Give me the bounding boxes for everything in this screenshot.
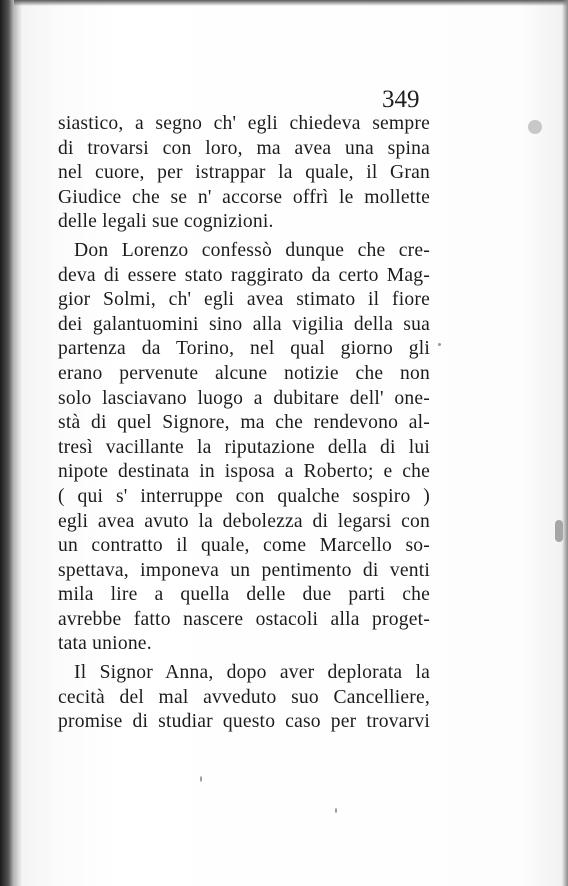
paper-speck [200,776,202,782]
text-line: dei galantuomini sino alla vigilia della sua [58,313,430,335]
text-line: promise di studiar questo caso per trovarvi [58,711,430,733]
paper-speck [335,808,337,813]
text-line: un contratto il quale, come Marcello so- [58,535,430,557]
text-line: solo lasciavano luogo a dubitare dell' one- [58,387,430,409]
text-line: gior Solmi, ch' egli avea stimato il fiore [58,289,430,311]
text-line: egli avea avuto la debolezza di legarsi con [58,510,430,532]
paper-speck [555,520,563,542]
text-line: ( qui s' interruppe con qualche sospiro ) [58,485,430,507]
text-line: di trovarsi con loro, ma avea una spina [58,137,430,159]
text-line: delle legali sue cognizioni. [58,211,274,233]
page-top-edge [14,0,568,6]
paper-speck [528,120,542,134]
text-line: nel cuore, per istrappar la quale, il Gran [58,162,430,184]
text-line: nipote destinata in isposa a Roberto; e che [58,461,430,483]
text-line: tresì vacillante la riputazione della di lui [58,436,430,458]
text-line: stà di quel Signore, ma che rendevono al- [58,412,430,434]
body-text [58,112,430,735]
text-line: siastico, a segno ch' egli chiedeva sempre [58,113,430,134]
text-line: deva di essere stato raggirato da certo Mag- [58,264,430,286]
page-number: 349 [382,86,420,113]
text-line: avrebbe fatto nascere ostacoli alla proget- [58,608,430,630]
text-line: partenza da Torino, nel qual giorno gli [58,338,430,360]
text-line: mila lire a quella delle due parti che [58,584,430,606]
text-line: Il Signor Anna, dopo aver deplorata la [74,662,430,684]
text-line: spettava, imponeva un pentimento di venti [58,559,430,581]
text-line: Don Lorenzo confessò dunque che cre- [74,239,430,261]
page-right-edge [562,0,568,886]
text-line: cecità del mal avveduto suo Cancelliere, [58,686,430,708]
text-line: Giudice che se n' accorse offrì le mollette [58,186,430,208]
text-line: erano pervenute alcune notizie che non [58,362,430,384]
text-line: tata unione. [58,633,152,655]
book-spine-shadow [0,0,14,886]
paper-speck [438,343,441,346]
